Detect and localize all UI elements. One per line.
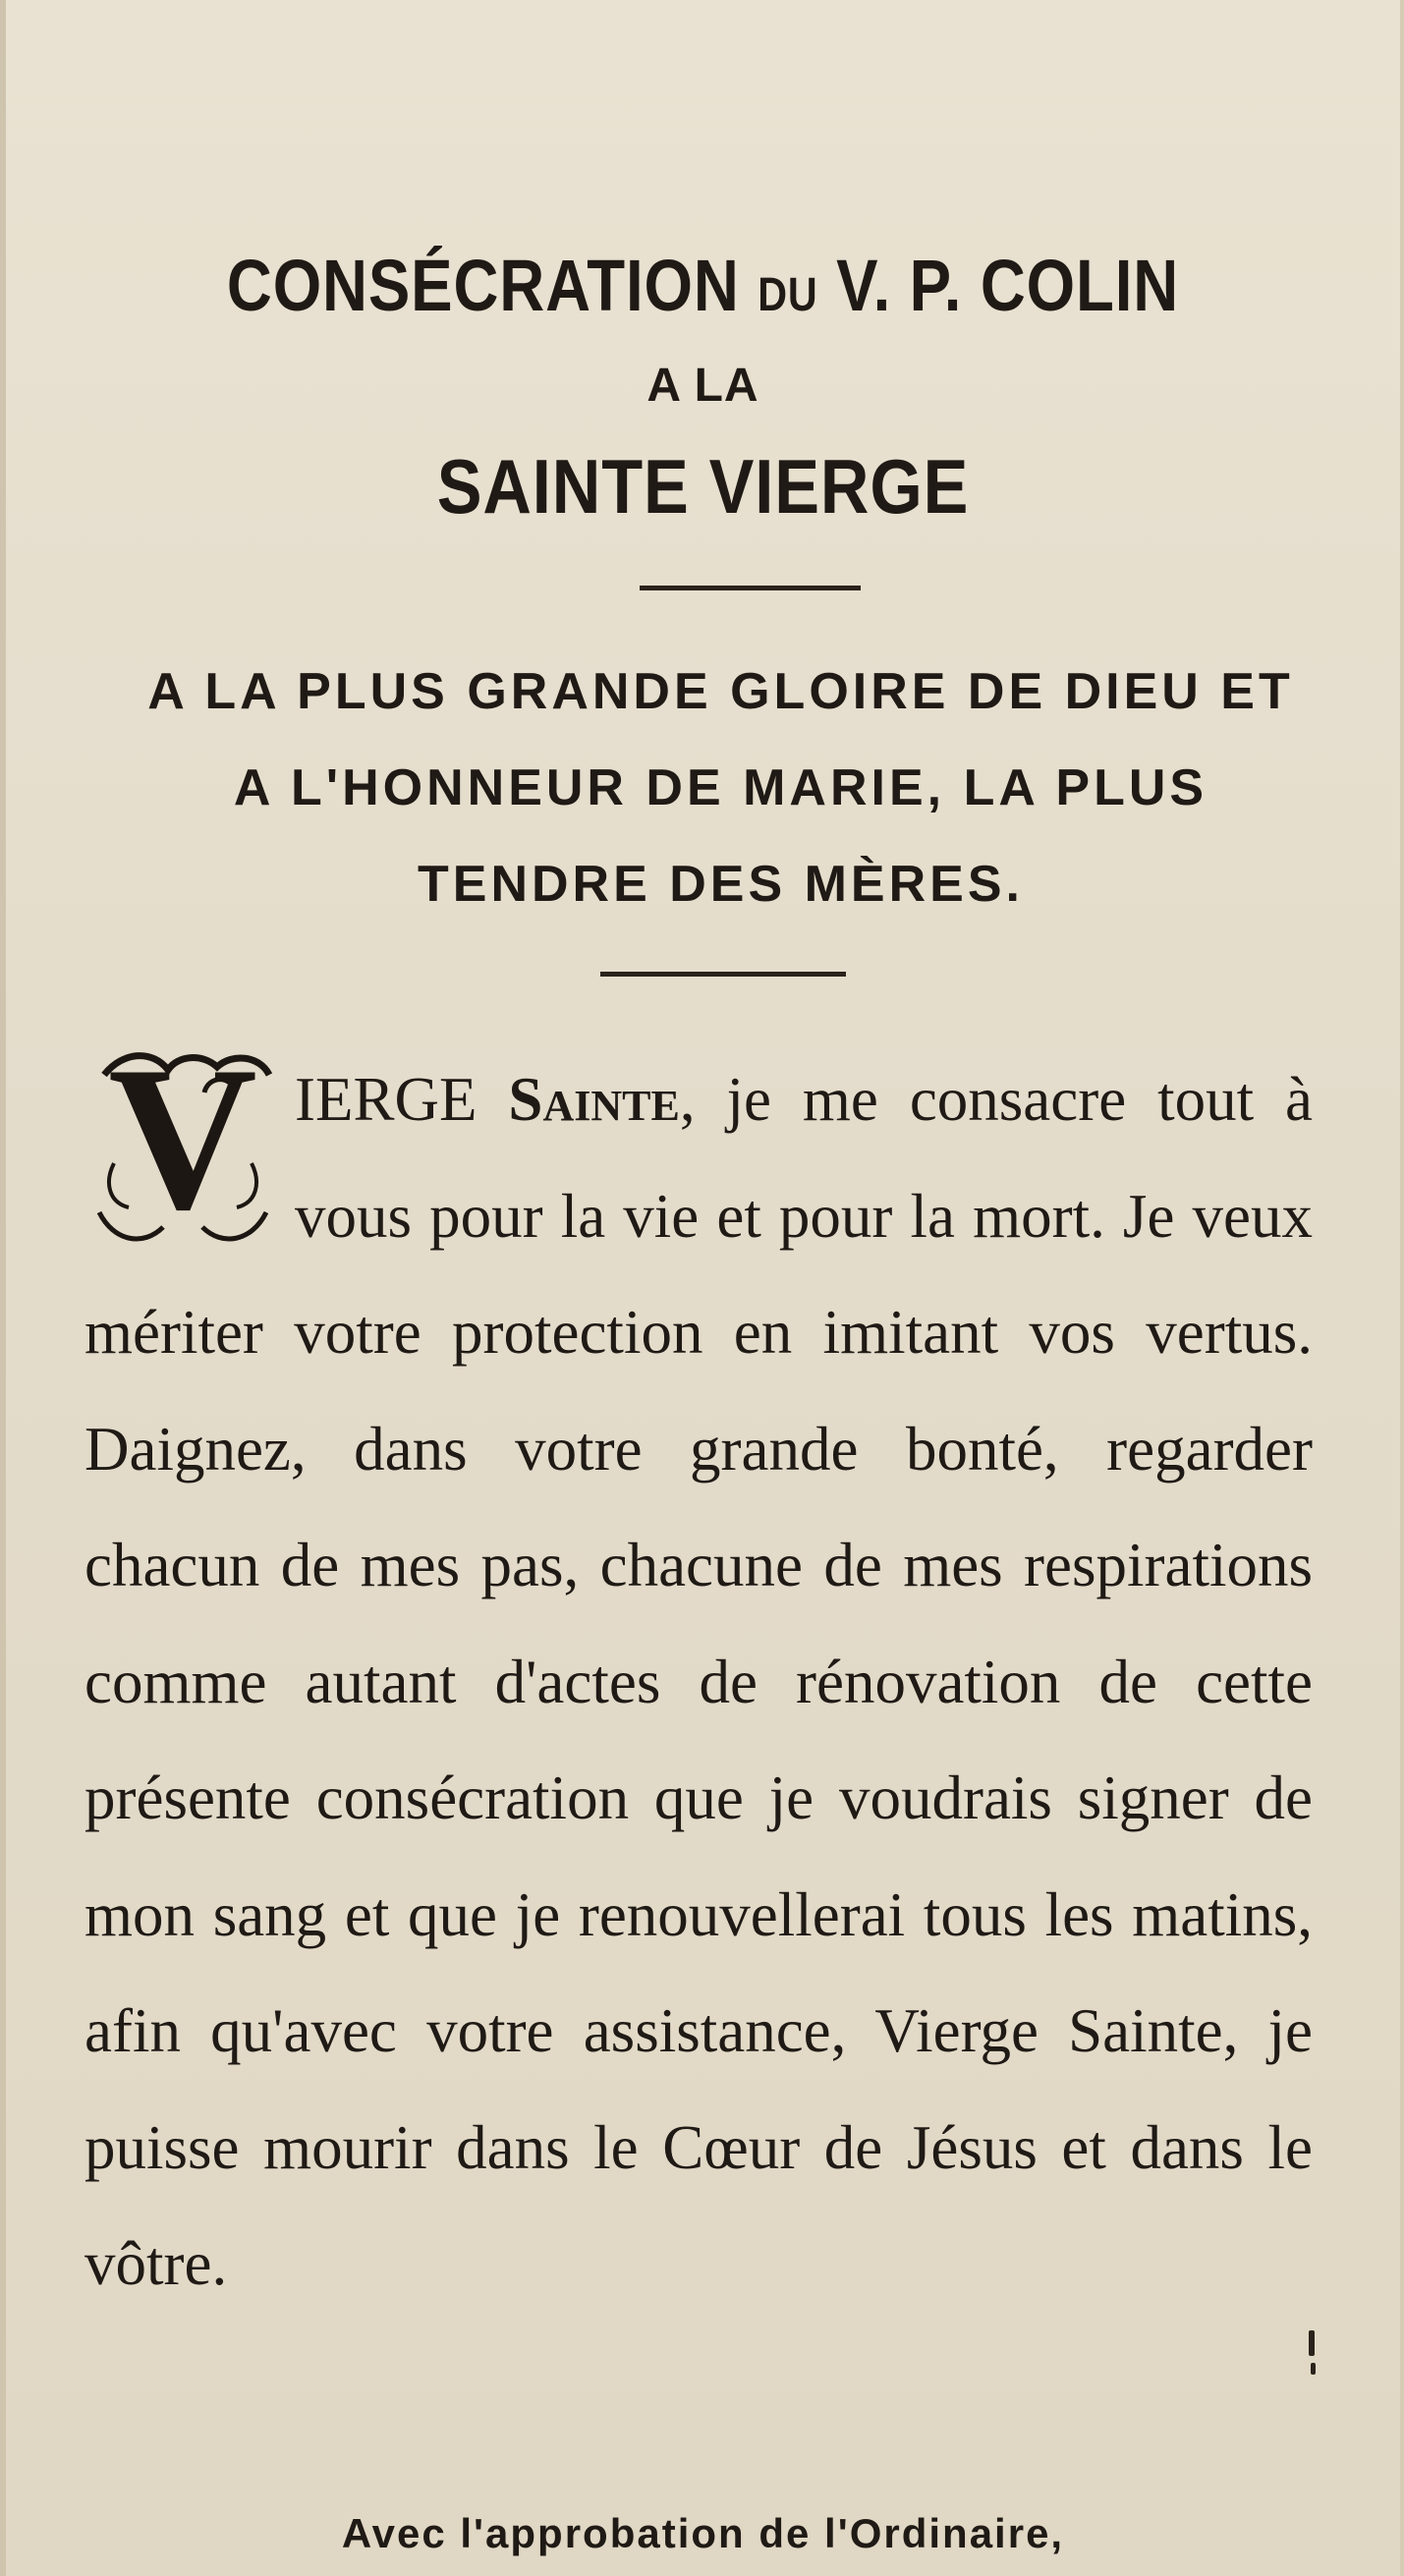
ink-speck [1309, 2330, 1315, 2356]
approval-line: Avec l'approbation de l'Ordinaire, [341, 2510, 1065, 2556]
prayer-body: , je me consacre tout à vous pour la vie et pour la mort. Je veux mériter votre protection en imitant vos vertus. Daignez, dans votre grande bonté, regarder chacun de mes pas, chacune de mes respirations comme autant d'actes de rénovation de cette présente consécration que je voudrais signer de mon sang et que je renouvellerai tous les matins, afin qu'avec votre assistance, Vierge Sainte, je puisse mourir dans le Cœur de Jésus et dans le vôtre. [84, 1065, 1313, 2298]
ornamental-drop-cap [84, 1025, 281, 1257]
prayer-lead-word: IERGE [295, 1065, 477, 1134]
title-line-2: A LA [646, 360, 759, 412]
title-line-1 [103, 244, 1302, 327]
title-consecration: CONSÉCRATION [226, 245, 740, 326]
dedication-text: A LA PLUS GRANDE GLOIRE DE DIEU ET A L'HONNEUR DE MARIE, LA PLUS TENDRE DES MÈRES. [147, 663, 1294, 913]
divider-rule-top [640, 586, 861, 590]
divider-rule-bottom [600, 972, 846, 977]
ink-speck [1311, 2363, 1316, 2375]
title-du: DU [758, 269, 818, 321]
drop-cap-letter: V [108, 1025, 257, 1253]
prayer-smallcaps-word: Sainte [508, 1065, 680, 1134]
prayer-text [84, 1025, 1313, 2323]
title-line-3: SAINTE VIERGE [436, 443, 970, 530]
title-colin: V. P. COLIN [836, 245, 1180, 326]
